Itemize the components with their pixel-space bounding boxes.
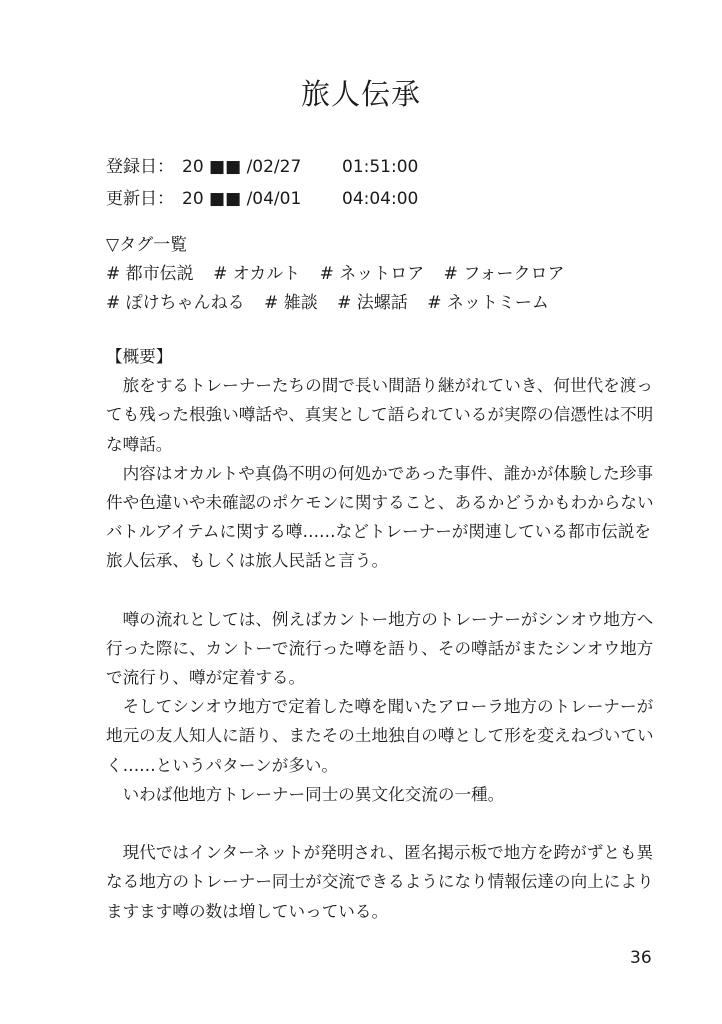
body-line: ても残った根強い噂話や、真実として語られているが実際の信憑性は不明	[106, 405, 654, 425]
page-title: 旅人伝承	[300, 77, 421, 111]
tag-pokechannel[interactable]: # ぽけちゃんねる	[106, 293, 245, 313]
tag-occult[interactable]: # オカルト	[213, 264, 301, 284]
body-line: 現代ではインターネットが発明され、匿名掲示板で地方を跨がずとも異	[106, 843, 654, 863]
body-line: 旅をするトレーナーたちの間で長い間語り継がれていき、何世代を渡っ	[106, 376, 653, 396]
summary-section	[106, 342, 654, 926]
body-line: なる地方のトレーナー同士が交流できるようになり情報伝達の向上により	[106, 872, 654, 892]
tag-folklore[interactable]: # フォークロア	[443, 264, 565, 284]
body-line: で流行り、噂が定着する。	[106, 668, 306, 688]
summary-heading: 【概要】	[106, 347, 173, 366]
paragraph-gap	[106, 576, 642, 605]
tag-netlore[interactable]: # ネットロア	[319, 264, 425, 284]
tag-chat[interactable]: # 雑談	[264, 293, 318, 313]
body-line: 行った際に、カントーで流行った噂を語り、その噂話がまたシンオウ地方	[106, 638, 654, 658]
updated-date: 20 ■■ /04/01	[182, 189, 302, 209]
body-line: 地元の友人知人に語り、またその土地独自の噂として形を変えねづいてい	[106, 726, 654, 746]
body-line: いわば他地方トレーナー同士の異文化交流の一種。	[106, 784, 505, 804]
tag-net-meme[interactable]: # ネットミーム	[427, 293, 549, 313]
page-number: 36	[630, 948, 652, 968]
body-line: な噂話。	[106, 434, 173, 454]
tag-row-1	[106, 260, 578, 289]
body-line: 件や色違いや未確認のポケモンに関すること、あるかどうかもわからない	[106, 492, 654, 512]
tag-list	[106, 231, 578, 318]
tag-row-2	[106, 289, 578, 318]
metadata-block	[106, 151, 418, 215]
body-line: 内容はオカルトや真偽不明の何処かであった事件、誰かが体験した珍事	[106, 463, 653, 483]
registered-time: 01:51:00	[342, 157, 419, 177]
updated-time: 04:04:00	[342, 189, 419, 209]
paragraph-gap	[106, 809, 642, 838]
body-line: 噂の流れとしては、例えばカントー地方のトレーナーがシンオウ地方へ	[106, 609, 654, 629]
tag-urban-legend[interactable]: # 都市伝説	[106, 264, 194, 284]
registered-label: 登録日：	[106, 157, 174, 177]
body-line: 旅人伝承、もしくは旅人民話と言う。	[106, 551, 389, 571]
body-line: く……というパターンが多い。	[106, 755, 338, 775]
body-line: そしてシンオウ地方で定着した噂を聞いたアローラ地方のトレーナーが	[106, 697, 654, 717]
registered-row	[106, 151, 418, 183]
updated-row	[106, 183, 418, 215]
body-line: バトルアイテムに関する噂……などトレーナーが関連している都市伝説を	[106, 522, 651, 542]
tag-heading: ▽タグ一覧	[106, 235, 188, 255]
tag-tall-tale[interactable]: # 法螺話	[337, 293, 408, 313]
updated-label: 更新日：	[106, 189, 174, 209]
body-line: ますます噂の数は増していっている。	[106, 901, 389, 921]
registered-date: 20 ■■ /02/27	[182, 157, 302, 177]
